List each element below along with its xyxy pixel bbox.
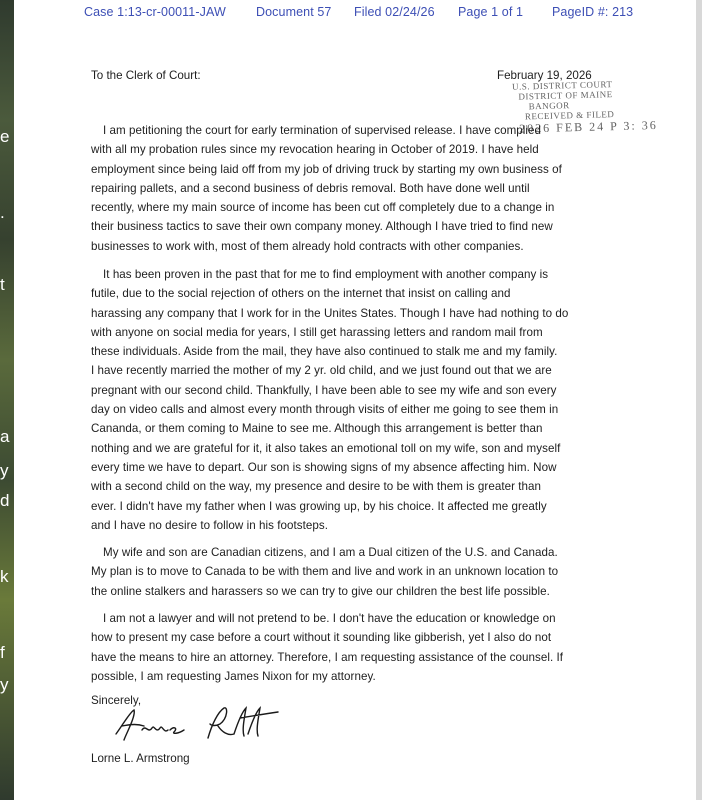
text-line: I am petitioning the court for early termination of supervised release. I have complied xyxy=(103,124,542,137)
page-count: Page 1 of 1 xyxy=(458,5,524,19)
paragraph xyxy=(91,609,631,686)
edge-fragment: e xyxy=(0,127,10,146)
stamp-line: 2026 FEB 24 P 3: 36 xyxy=(519,117,658,136)
paragraph xyxy=(91,265,631,535)
text-line: businesses to work with, most of them already hold contracts with other companies. xyxy=(91,239,524,253)
edge-fragment: f xyxy=(0,643,5,662)
paragraph xyxy=(91,121,631,256)
edge-fragment: y xyxy=(0,461,9,480)
text-line: employment since being laid off from my job of driving truck by starting my own business of xyxy=(91,162,562,176)
text-line: the online stalkers and harassers so we can try to give our children the best life possible. xyxy=(91,584,550,598)
text-line: futile, due to the social rejection of others on the internet that insist on calling and xyxy=(91,287,511,301)
text-line: My wife and son are Canadian citizens, and I am a Dual citizen of the U.S. and Canada. xyxy=(103,546,558,559)
text-line: with a second child on the way, my presence and desire to be with them is greater than xyxy=(91,480,542,494)
text-line: every time we have to depart. Our son is showing signs of my absence affecting him. Now xyxy=(91,460,557,474)
text-line: ever. I didn't have my father when I was growing up, by his choice. It affected me greatly xyxy=(91,499,547,513)
text-line: My plan is to move to Canada to be with them and live and work in an unknown location to xyxy=(91,565,559,579)
stamp-line: DISTRICT OF MAINE xyxy=(518,89,613,102)
paragraph xyxy=(91,543,631,601)
text-line: repairing pallets, and a second business of debris removal. Both have done well until xyxy=(91,181,530,195)
text-line: with all my probation rules since my revocation hearing in October of 2019. I have held xyxy=(91,143,539,157)
text-line: and I have no desire to follow in his footsteps. xyxy=(91,518,328,532)
edge-fragment: k xyxy=(0,567,9,586)
edge-fragment: a xyxy=(0,427,10,446)
signer-name: Lorne L. Armstrong xyxy=(91,752,190,765)
text-line: It has been proven in the past that for me to find employment with another company is xyxy=(103,268,549,281)
text-line: how to present my case before a court without it sounding like gibberish, yet I also do not xyxy=(91,631,552,645)
text-line: with anyone on social media for years, I still get harassing letters and random mail from xyxy=(91,325,543,339)
text-line: pregnant with our second child. Thankfully, I have been able to see my wife and son every xyxy=(91,383,557,397)
text-line: possible, I am requesting James Nixon for my attorney. xyxy=(91,669,376,683)
stamp-line: BANGOR xyxy=(528,100,570,112)
text-line: these individuals. Aside from the mail, they have also continued to stalk me and my family. xyxy=(91,345,558,359)
text-line: have the means to hire an attorney. Therefore, I am requesting assistance of the counsel. If xyxy=(91,650,564,664)
letter-date: February 19, 2026 xyxy=(497,69,592,82)
edge-fragment: d xyxy=(0,491,10,510)
edge-fragment: . xyxy=(0,203,5,222)
text-line: nothing and we are grateful for it, it also takes an emotional toll on my wife, son and myself xyxy=(91,441,561,455)
document-number: Document 57 xyxy=(256,5,332,19)
case-number: Case 1:13-cr-00011-JAW xyxy=(84,5,226,19)
page-id: PageID #: 213 xyxy=(552,5,634,19)
handwritten-signature xyxy=(112,704,282,744)
salutation: To the Clerk of Court: xyxy=(91,69,201,82)
text-line: I have recently married the mother of my 2 yr. old child, and we just found out that we are xyxy=(91,364,552,378)
text-line: day on video calls and almost every month through visits of either me going to see them in xyxy=(91,403,559,417)
text-line: their business tactics to save their own company money. Although I have tried to find new xyxy=(91,220,553,234)
stamp-line: U.S. DISTRICT COURT xyxy=(511,79,613,92)
closing: Sincerely, xyxy=(91,694,142,707)
edge-fragment: t xyxy=(0,275,5,294)
stamp-line: RECEIVED & FILED xyxy=(524,109,615,122)
text-line: I am not a lawyer and will not pretend to be. I don't have the education or knowledge on xyxy=(103,612,556,625)
text-line: Cananda, or them coming to Maine to see me. Although this arrangement is better than xyxy=(91,422,543,436)
signature-drawing xyxy=(112,704,282,744)
edge-fragment: y xyxy=(0,675,9,694)
filed-date: Filed 02/24/26 xyxy=(354,5,435,19)
text-line: harassing any company that I work for in the Unites States. Though I have had nothing to do xyxy=(91,306,569,320)
text-line: recently, where my main source of income has been cut off completely due to a change in xyxy=(91,201,555,215)
